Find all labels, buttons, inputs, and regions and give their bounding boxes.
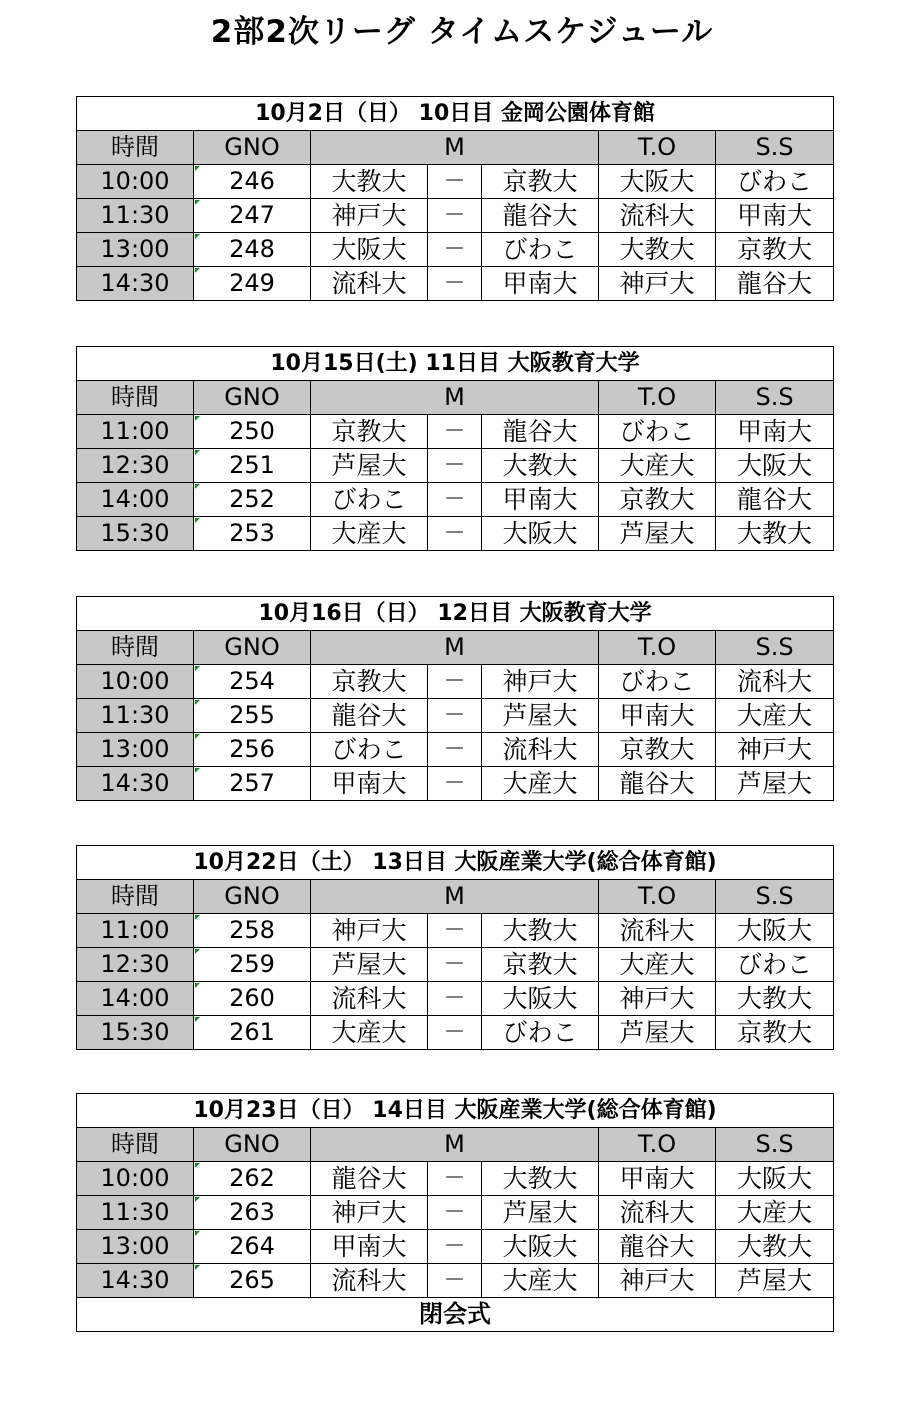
table-official-team: 流科大 (599, 914, 716, 948)
home-team: 流科大 (311, 1264, 428, 1298)
versus-dash: － (428, 517, 482, 551)
game-number: 250 (194, 415, 311, 449)
table-row (77, 1196, 834, 1230)
game-number: 258 (194, 914, 311, 948)
game-number: 253 (194, 517, 311, 551)
versus-dash: － (428, 1264, 482, 1298)
game-time: 14:00 (77, 982, 194, 1016)
day-header: 10月22日（土） 13日目 大阪産業大学(総合体育館) (77, 846, 834, 880)
table-official-team: 流科大 (599, 199, 716, 233)
column-header-time: 時間 (77, 131, 194, 165)
table-row (77, 233, 834, 267)
game-time: 13:00 (77, 1230, 194, 1264)
column-header-gno: GNO (194, 381, 311, 415)
home-team: びわこ (311, 483, 428, 517)
versus-dash: － (428, 483, 482, 517)
day-header: 10月2日（日） 10日目 金岡公園体育館 (77, 97, 834, 131)
stat-sheet-team: 大教大 (716, 982, 834, 1016)
table-official-team: 大教大 (599, 233, 716, 267)
column-header-match: M (311, 631, 599, 665)
versus-dash: － (428, 699, 482, 733)
away-team: 龍谷大 (482, 415, 599, 449)
table-official-team: 龍谷大 (599, 1230, 716, 1264)
home-team: 龍谷大 (311, 699, 428, 733)
away-team: 京教大 (482, 165, 599, 199)
versus-dash: － (428, 665, 482, 699)
game-time: 14:30 (77, 267, 194, 301)
versus-dash: － (428, 1196, 482, 1230)
game-number: 247 (194, 199, 311, 233)
page-title: 2部2次リーグ タイムスケジュール (210, 14, 714, 50)
stat-sheet-team: 芦屋大 (716, 767, 834, 801)
column-header-ss: S.S (716, 631, 834, 665)
away-team: 大教大 (482, 1162, 599, 1196)
game-number: 257 (194, 767, 311, 801)
versus-dash: － (428, 267, 482, 301)
home-team: 京教大 (311, 665, 428, 699)
table-row (77, 449, 834, 483)
column-header-to: T.O (599, 1128, 716, 1162)
home-team: 神戸大 (311, 199, 428, 233)
game-number: 263 (194, 1196, 311, 1230)
schedule-table-day-5 (76, 1093, 834, 1332)
stat-sheet-team: 甲南大 (716, 199, 834, 233)
away-team: 神戸大 (482, 665, 599, 699)
table-official-team: 芦屋大 (599, 1016, 716, 1050)
versus-dash: － (428, 233, 482, 267)
column-header-gno: GNO (194, 631, 311, 665)
versus-dash: － (428, 948, 482, 982)
away-team: 甲南大 (482, 483, 599, 517)
versus-dash: － (428, 449, 482, 483)
stat-sheet-team: 大産大 (716, 1196, 834, 1230)
game-time: 10:00 (77, 165, 194, 199)
table-official-team: 龍谷大 (599, 767, 716, 801)
column-header-gno: GNO (194, 1128, 311, 1162)
table-row (77, 914, 834, 948)
game-time: 11:30 (77, 699, 194, 733)
versus-dash: － (428, 733, 482, 767)
column-header-to: T.O (599, 880, 716, 914)
versus-dash: － (428, 982, 482, 1016)
column-header-match: M (311, 131, 599, 165)
column-header-time: 時間 (77, 381, 194, 415)
home-team: 大教大 (311, 165, 428, 199)
away-team: 大教大 (482, 914, 599, 948)
day-header: 10月16日（日） 12日目 大阪教育大学 (77, 597, 834, 631)
column-header-match: M (311, 1128, 599, 1162)
schedule-table-day-4 (76, 845, 834, 1050)
away-team: 芦屋大 (482, 1196, 599, 1230)
table-official-team: 大阪大 (599, 165, 716, 199)
versus-dash: － (428, 415, 482, 449)
home-team: 甲南大 (311, 1230, 428, 1264)
versus-dash: － (428, 165, 482, 199)
column-header-gno: GNO (194, 131, 311, 165)
table-row (77, 1162, 834, 1196)
home-team: 甲南大 (311, 767, 428, 801)
game-number: 249 (194, 267, 311, 301)
stat-sheet-team: 芦屋大 (716, 1264, 834, 1298)
home-team: 大産大 (311, 517, 428, 551)
table-official-team: 大産大 (599, 449, 716, 483)
away-team: 甲南大 (482, 267, 599, 301)
table-row (77, 415, 834, 449)
table-row (77, 733, 834, 767)
stat-sheet-team: 神戸大 (716, 733, 834, 767)
stat-sheet-team: 大阪大 (716, 1162, 834, 1196)
game-time: 12:30 (77, 948, 194, 982)
table-official-team: 大産大 (599, 948, 716, 982)
table-official-team: 神戸大 (599, 982, 716, 1016)
day-header: 10月23日（日） 14日目 大阪産業大学(総合体育館) (77, 1094, 834, 1128)
column-header-to: T.O (599, 381, 716, 415)
game-time: 10:00 (77, 665, 194, 699)
game-time: 11:00 (77, 415, 194, 449)
game-time: 14:30 (77, 1264, 194, 1298)
schedule-table-day-3 (76, 596, 834, 801)
column-header-ss: S.S (716, 131, 834, 165)
away-team: 龍谷大 (482, 199, 599, 233)
stat-sheet-team: 大教大 (716, 517, 834, 551)
table-row (77, 767, 834, 801)
table-row (77, 267, 834, 301)
home-team: 大阪大 (311, 233, 428, 267)
versus-dash: － (428, 1162, 482, 1196)
stat-sheet-team: 大阪大 (716, 914, 834, 948)
stat-sheet-team: 流科大 (716, 665, 834, 699)
table-row (77, 199, 834, 233)
away-team: びわこ (482, 233, 599, 267)
away-team: びわこ (482, 1016, 599, 1050)
stat-sheet-team: びわこ (716, 165, 834, 199)
column-header-to: T.O (599, 631, 716, 665)
schedule-table-day-1 (76, 96, 834, 301)
stat-sheet-team: 龍谷大 (716, 483, 834, 517)
game-number: 259 (194, 948, 311, 982)
schedule-table-day-2 (76, 346, 834, 551)
versus-dash: － (428, 914, 482, 948)
table-row (77, 982, 834, 1016)
column-header-gno: GNO (194, 880, 311, 914)
table-official-team: 京教大 (599, 733, 716, 767)
table-official-team: 神戸大 (599, 267, 716, 301)
game-time: 11:00 (77, 914, 194, 948)
stat-sheet-team: びわこ (716, 948, 834, 982)
column-header-ss: S.S (716, 1128, 834, 1162)
table-official-team: 甲南大 (599, 699, 716, 733)
game-time: 13:00 (77, 733, 194, 767)
column-header-to: T.O (599, 131, 716, 165)
closing-ceremony: 閉会式 (77, 1298, 834, 1332)
game-time: 15:30 (77, 1016, 194, 1050)
home-team: 芦屋大 (311, 449, 428, 483)
game-time: 12:30 (77, 449, 194, 483)
column-header-match: M (311, 880, 599, 914)
day-header: 10月15日(土) 11日目 大阪教育大学 (77, 347, 834, 381)
game-number: 260 (194, 982, 311, 1016)
versus-dash: － (428, 1016, 482, 1050)
away-team: 大産大 (482, 767, 599, 801)
away-team: 大教大 (482, 449, 599, 483)
away-team: 京教大 (482, 948, 599, 982)
home-team: びわこ (311, 733, 428, 767)
column-header-ss: S.S (716, 381, 834, 415)
game-time: 15:30 (77, 517, 194, 551)
game-time: 14:00 (77, 483, 194, 517)
table-official-team: 芦屋大 (599, 517, 716, 551)
table-official-team: 神戸大 (599, 1264, 716, 1298)
game-number: 251 (194, 449, 311, 483)
game-number: 262 (194, 1162, 311, 1196)
home-team: 神戸大 (311, 1196, 428, 1230)
table-official-team: 京教大 (599, 483, 716, 517)
away-team: 芦屋大 (482, 699, 599, 733)
stat-sheet-team: 大教大 (716, 1230, 834, 1264)
table-row (77, 1264, 834, 1298)
game-number: 255 (194, 699, 311, 733)
table-row (77, 165, 834, 199)
home-team: 神戸大 (311, 914, 428, 948)
away-team: 大阪大 (482, 982, 599, 1016)
game-number: 254 (194, 665, 311, 699)
home-team: 流科大 (311, 267, 428, 301)
game-number: 265 (194, 1264, 311, 1298)
game-time: 10:00 (77, 1162, 194, 1196)
home-team: 流科大 (311, 982, 428, 1016)
stat-sheet-team: 京教大 (716, 1016, 834, 1050)
column-header-time: 時間 (77, 880, 194, 914)
column-header-match: M (311, 381, 599, 415)
game-time: 11:30 (77, 199, 194, 233)
game-number: 246 (194, 165, 311, 199)
column-header-time: 時間 (77, 1128, 194, 1162)
game-number: 261 (194, 1016, 311, 1050)
home-team: 芦屋大 (311, 948, 428, 982)
table-official-team: びわこ (599, 415, 716, 449)
home-team: 京教大 (311, 415, 428, 449)
game-number: 248 (194, 233, 311, 267)
versus-dash: － (428, 199, 482, 233)
table-row (77, 1230, 834, 1264)
stat-sheet-team: 龍谷大 (716, 267, 834, 301)
table-official-team: びわこ (599, 665, 716, 699)
table-official-team: 甲南大 (599, 1162, 716, 1196)
away-team: 流科大 (482, 733, 599, 767)
game-number: 264 (194, 1230, 311, 1264)
away-team: 大阪大 (482, 517, 599, 551)
table-row (77, 1016, 834, 1050)
stat-sheet-team: 大阪大 (716, 449, 834, 483)
versus-dash: － (428, 767, 482, 801)
versus-dash: － (428, 1230, 482, 1264)
away-team: 大阪大 (482, 1230, 599, 1264)
stat-sheet-team: 大産大 (716, 699, 834, 733)
column-header-time: 時間 (77, 631, 194, 665)
home-team: 大産大 (311, 1016, 428, 1050)
table-row (77, 948, 834, 982)
table-row (77, 665, 834, 699)
stat-sheet-team: 京教大 (716, 233, 834, 267)
column-header-ss: S.S (716, 880, 834, 914)
game-number: 252 (194, 483, 311, 517)
home-team: 龍谷大 (311, 1162, 428, 1196)
table-row (77, 699, 834, 733)
game-time: 14:30 (77, 767, 194, 801)
table-row (77, 483, 834, 517)
game-time: 11:30 (77, 1196, 194, 1230)
table-official-team: 流科大 (599, 1196, 716, 1230)
table-row (77, 517, 834, 551)
away-team: 大産大 (482, 1264, 599, 1298)
game-number: 256 (194, 733, 311, 767)
game-time: 13:00 (77, 233, 194, 267)
stat-sheet-team: 甲南大 (716, 415, 834, 449)
